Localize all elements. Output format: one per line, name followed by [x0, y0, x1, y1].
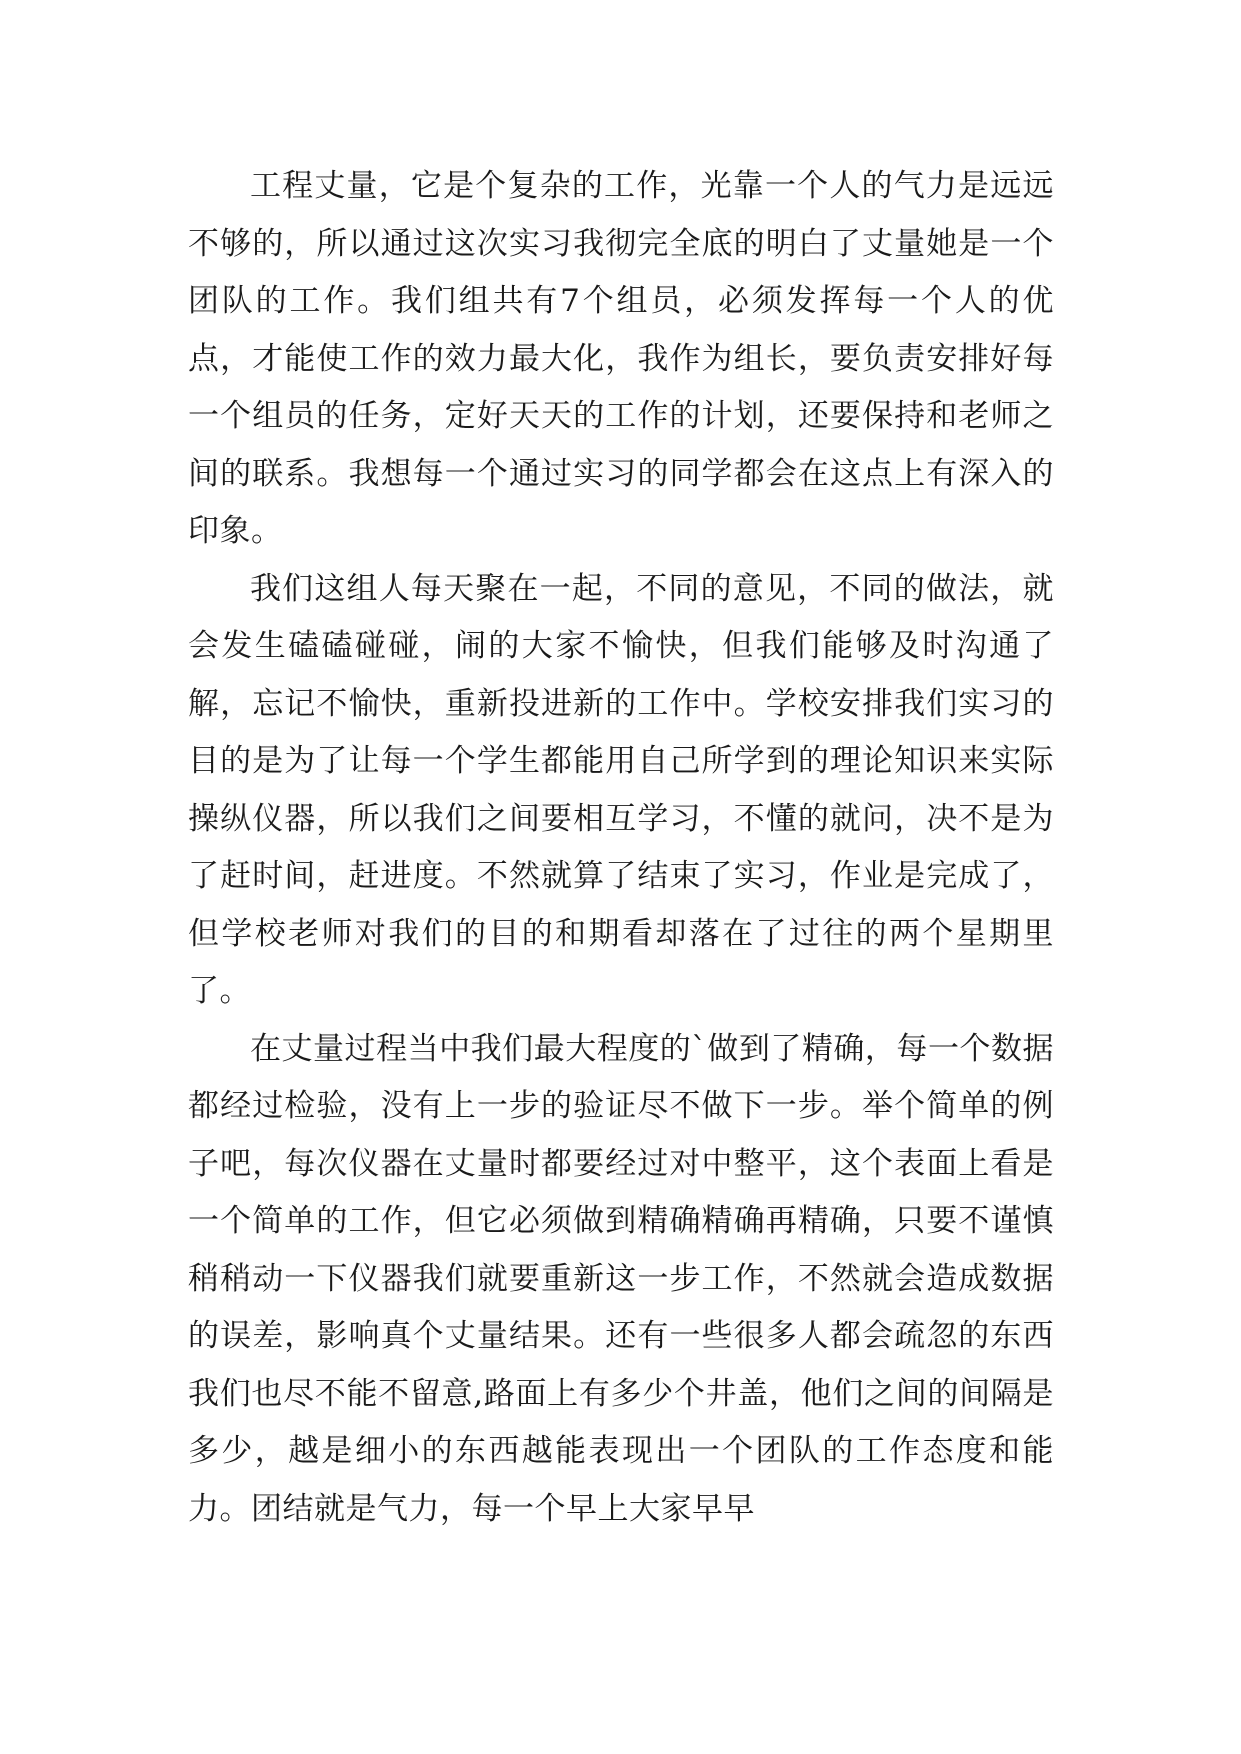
paragraph-3: 在丈量过程当中我们最大程度的`做到了精确，每一个数据都经过检验，没有上一步的验证尽不做下一步。举个简单的例子吧，每次仪器在丈量时都要经过对中整平，这个表面上看是一个简单的工作，但它必须做到精确精确再精确，只要不谨慎稍稍动一下仪器我们就要重新这一步工作，不然就会造成数据的误差，影响真个丈量结果。还有一些很多人都会疏忽的东西我们也尽不能不留意,路面上有多少个井盖，他们之间的间隔是多少，越是细小的东西越能表现出一个团队的工作态度和能力。团结就是气力，每一个早上大家早早	[188, 1030, 1054, 1527]
document-body	[188, 158, 1054, 1538]
paragraph-1: 工程丈量，它是个复杂的工作，光靠一个人的气力是远远不够的，所以通过这次实习我彻完全底的明白了丈量她是一个团队的工作。我们组共有7个组员，必须发挥每一个人的优点，才能使工作的效力最大化，我作为组长，要负责安排好每一个组员的任务，定好天天的工作的计划，还要保持和老师之间的联系。我想每一个通过实习的同学都会在这点上有深入的印象。	[188, 168, 1054, 549]
paragraph-2: 我们这组人每天聚在一起，不同的意见，不同的做法，就会发生磕磕碰碰，闹的大家不愉快，但我们能够及时沟通了解，忘记不愉快，重新投进新的工作中。学校安排我们实习的目的是为了让每一个学生都能用自己所学到的理论知识来实际操纵仪器，所以我们之间要相互学习，不懂的就问，决不是为了赶时间，赶进度。不然就算了结束了实习，作业是完成了，但学校老师对我们的目的和期看却落在了过往的两个星期里了。	[188, 570, 1054, 1009]
